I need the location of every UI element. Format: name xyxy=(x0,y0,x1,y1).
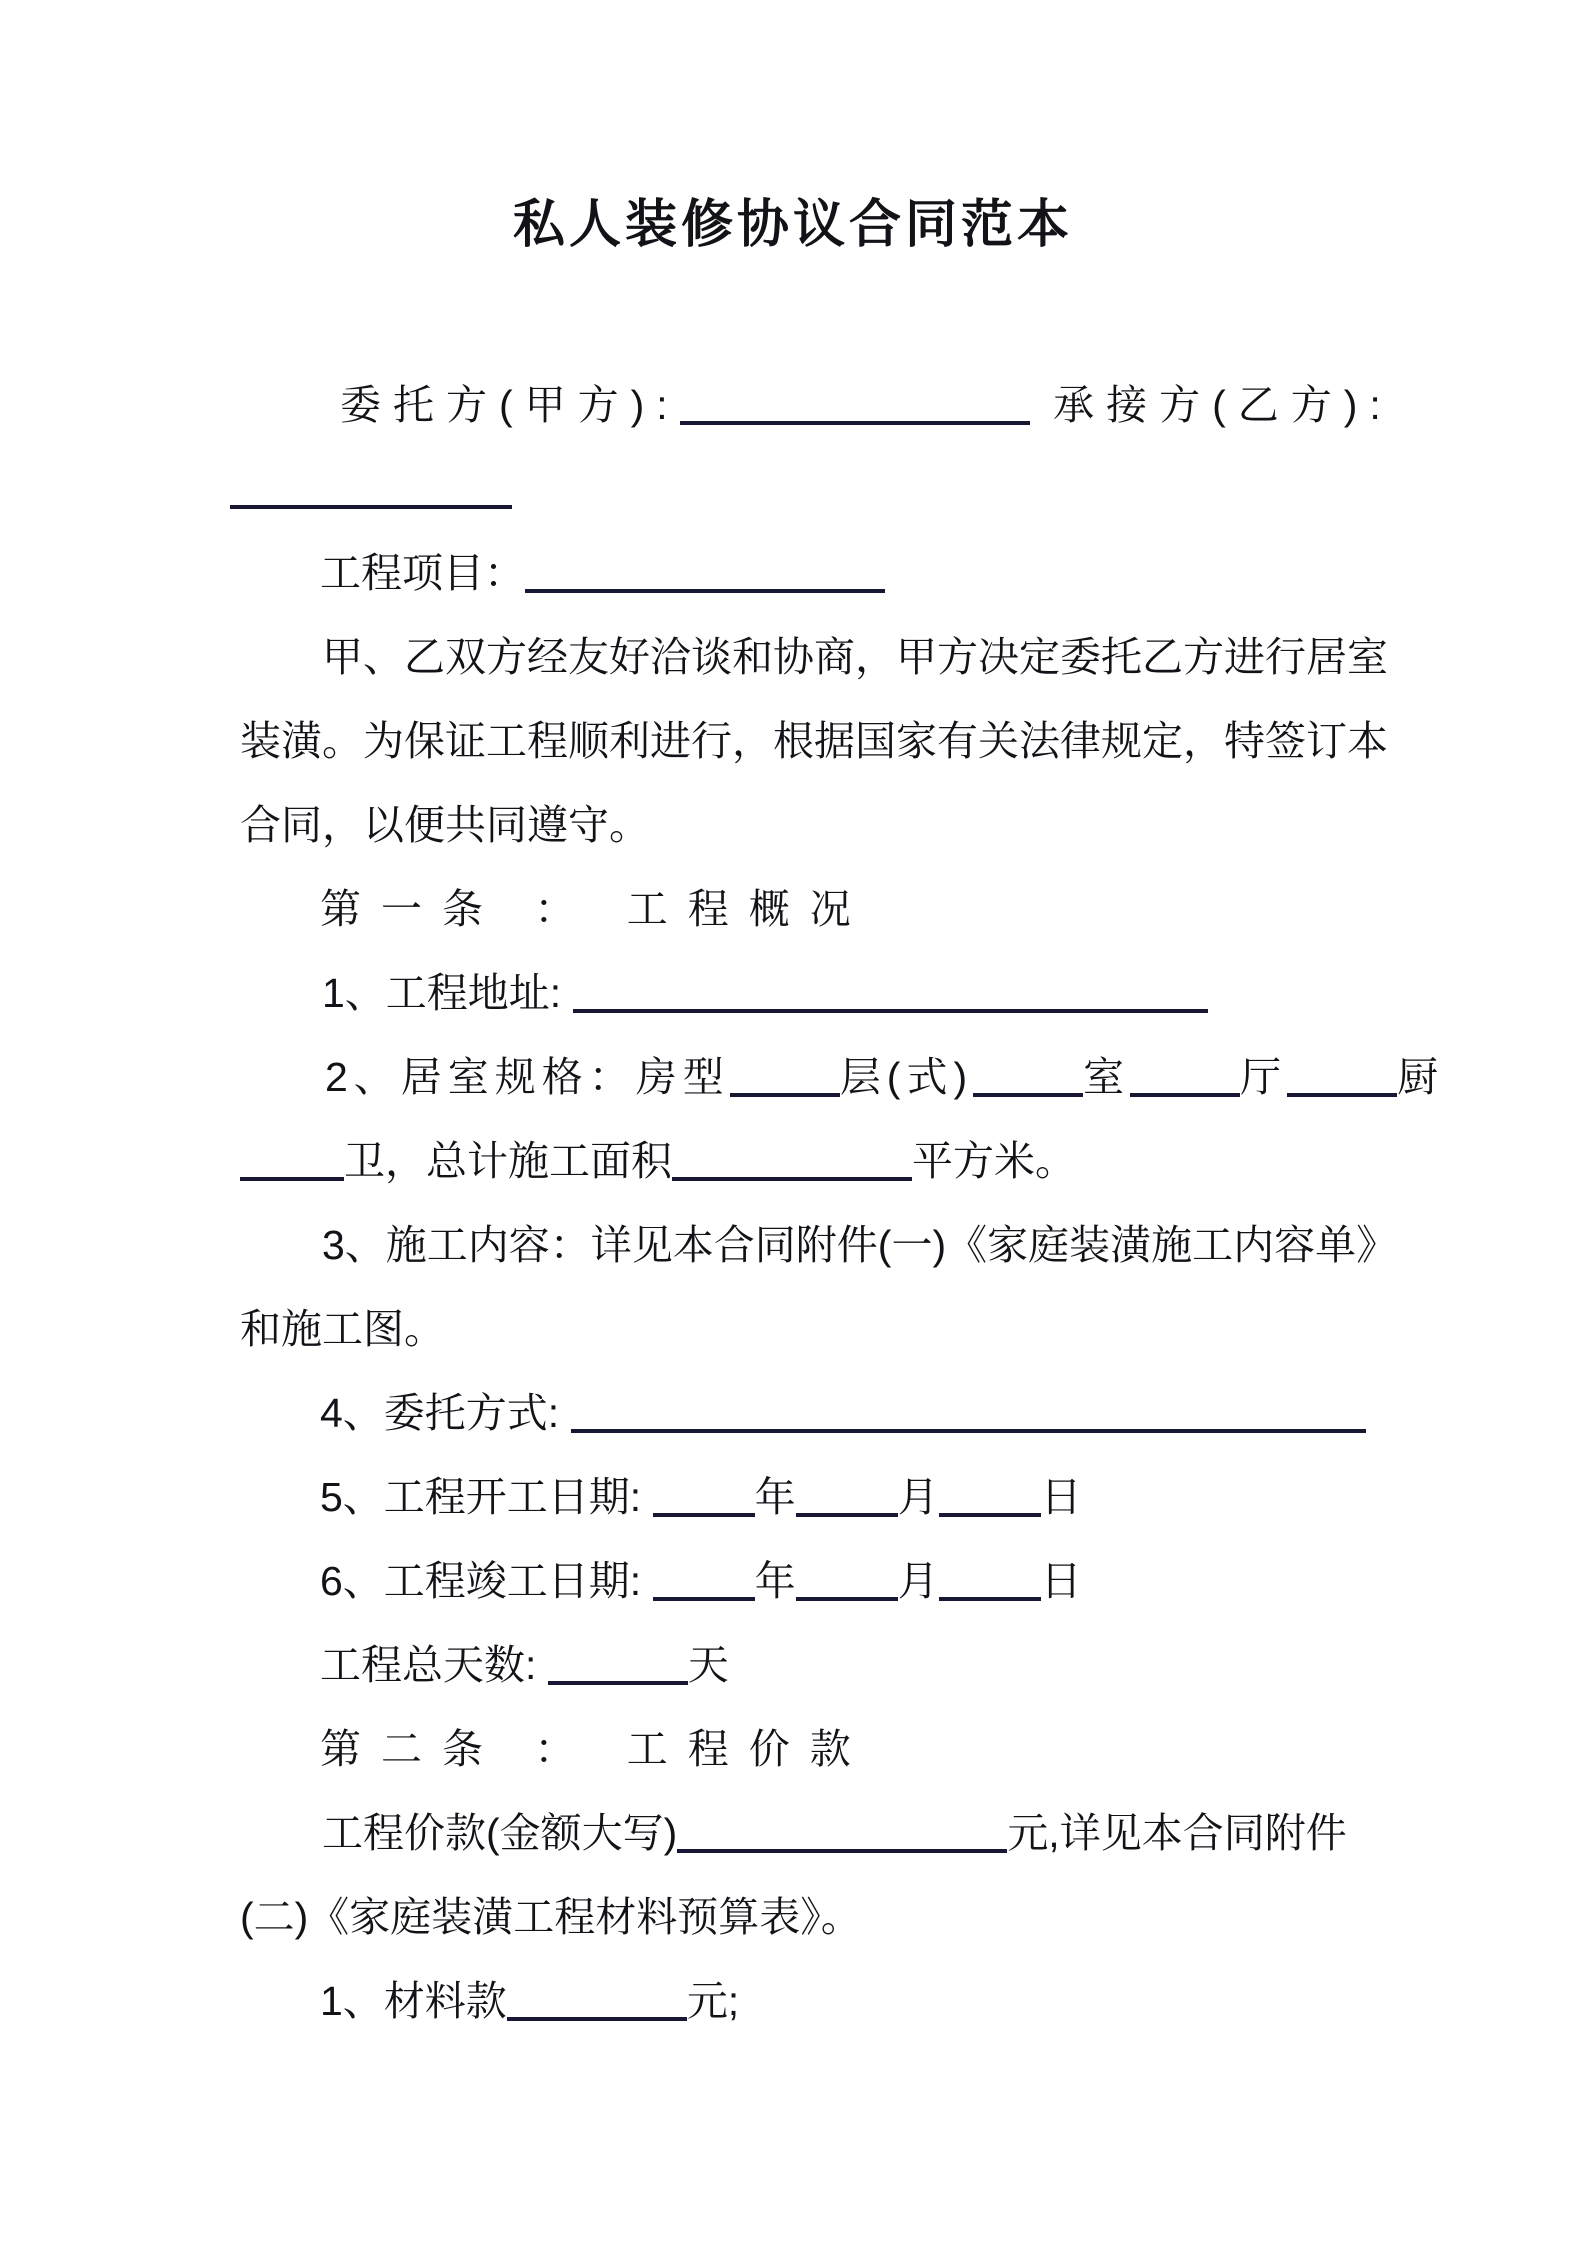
text-run: 第二条 ： 工程价款 xyxy=(320,1726,871,1772)
fill-in-blank xyxy=(573,999,1208,1013)
fill-in-blank xyxy=(973,1083,1083,1097)
line-parties xyxy=(340,363,1466,447)
fill-in-blank xyxy=(525,579,885,593)
fill-in-blank xyxy=(677,1839,1007,1853)
line-article-1-heading xyxy=(320,867,1466,951)
line-preamble-2 xyxy=(240,699,1466,783)
text-run: 日 xyxy=(1040,1558,1082,1604)
fill-in-blank xyxy=(548,1671,688,1685)
text-run: 5、工程开工日期: xyxy=(320,1474,653,1520)
fill-in-blank xyxy=(680,411,1030,425)
line-item-room-spec-cont xyxy=(240,1119,1466,1203)
fill-in-blank xyxy=(939,1587,1041,1601)
text-run: 日 xyxy=(1040,1474,1082,1520)
text-run: 工程项目： xyxy=(320,550,525,596)
line-contract-price xyxy=(322,1791,1466,1875)
text-run: 合同，以便共同遵守。 xyxy=(240,802,650,848)
fill-in-blank xyxy=(796,1503,898,1517)
line-item-start-date xyxy=(320,1455,1466,1539)
line-preamble-3 xyxy=(240,783,1466,867)
text-run: 工程价款(金额大写) xyxy=(322,1810,678,1856)
text-run: 年 xyxy=(754,1474,796,1520)
text-run: 厨 xyxy=(1397,1054,1445,1100)
text-run: 1、工程地址: xyxy=(322,970,573,1016)
text-run: 6、工程竣工日期: xyxy=(320,1558,653,1604)
line-item-room-spec xyxy=(325,1035,1466,1119)
line-item-address xyxy=(322,951,1466,1035)
text-run: 甲、乙双方经友好洽谈和协商，甲方决定委托乙方进行居室 xyxy=(322,634,1388,680)
document-body xyxy=(0,363,1586,2043)
fill-in-blank xyxy=(653,1587,755,1601)
text-run: 年 xyxy=(754,1558,796,1604)
text-run: 2、居室规格：房型 xyxy=(325,1054,730,1100)
fill-in-blank xyxy=(1287,1083,1397,1097)
fill-in-blank xyxy=(672,1167,912,1181)
fill-in-blank xyxy=(230,495,512,509)
line-item-commission-mode xyxy=(320,1371,1466,1455)
document-title: 私人装修协议合同范本 xyxy=(512,196,1073,254)
line-party-b-blank xyxy=(230,447,1466,531)
text-run: 4、委托方式: xyxy=(320,1390,571,1436)
text-run: 月 xyxy=(897,1474,939,1520)
text-run: 委托方(甲方): xyxy=(340,382,680,428)
text-run: 月 xyxy=(897,1558,939,1604)
line-project-name xyxy=(320,531,1466,615)
text-run: 装潢。为保证工程顺利进行，根据国家有关法律规定，特签订本 xyxy=(240,718,1388,764)
text-run: 卫，总计施工面积 xyxy=(344,1138,672,1184)
line-item-scope xyxy=(322,1203,1466,1287)
text-run: 承接方(乙方): xyxy=(1029,382,1393,428)
text-run: 室 xyxy=(1083,1054,1131,1100)
fill-in-blank xyxy=(939,1503,1041,1517)
text-run: 1、材料款 xyxy=(320,1978,507,2024)
text-run: 工程总天数: xyxy=(320,1642,548,1688)
fill-in-blank xyxy=(507,2007,687,2021)
text-run: 天 xyxy=(687,1642,729,1688)
line-contract-price-cont xyxy=(240,1875,1466,1959)
text-run: 平方米。 xyxy=(912,1138,1076,1184)
line-total-days xyxy=(320,1623,1466,1707)
line-article-2-heading xyxy=(320,1707,1466,1791)
text-run: 层(式) xyxy=(839,1054,974,1100)
text-run: (二)《家庭装潢工程材料预算表》。 xyxy=(240,1894,862,1940)
fill-in-blank xyxy=(796,1587,898,1601)
text-run: 第一条 ： 工程概况 xyxy=(320,886,871,932)
text-run: 厅 xyxy=(1240,1054,1288,1100)
text-run: 和施工图。 xyxy=(240,1306,445,1352)
line-material-cost xyxy=(320,1959,1466,2043)
line-item-completion-date xyxy=(320,1539,1466,1623)
fill-in-blank xyxy=(730,1083,840,1097)
fill-in-blank xyxy=(240,1167,344,1181)
line-preamble-1 xyxy=(322,615,1466,699)
text-run: 3、施工内容：详见本合同附件(一)《家庭装潢施工内容单》 xyxy=(322,1222,1398,1268)
line-item-scope-cont xyxy=(240,1287,1466,1371)
text-run: 元; xyxy=(686,1978,740,2024)
fill-in-blank xyxy=(1130,1083,1240,1097)
fill-in-blank xyxy=(571,1419,1366,1433)
fill-in-blank xyxy=(653,1503,755,1517)
text-run: 元,详见本合同附件 xyxy=(1007,1810,1347,1856)
